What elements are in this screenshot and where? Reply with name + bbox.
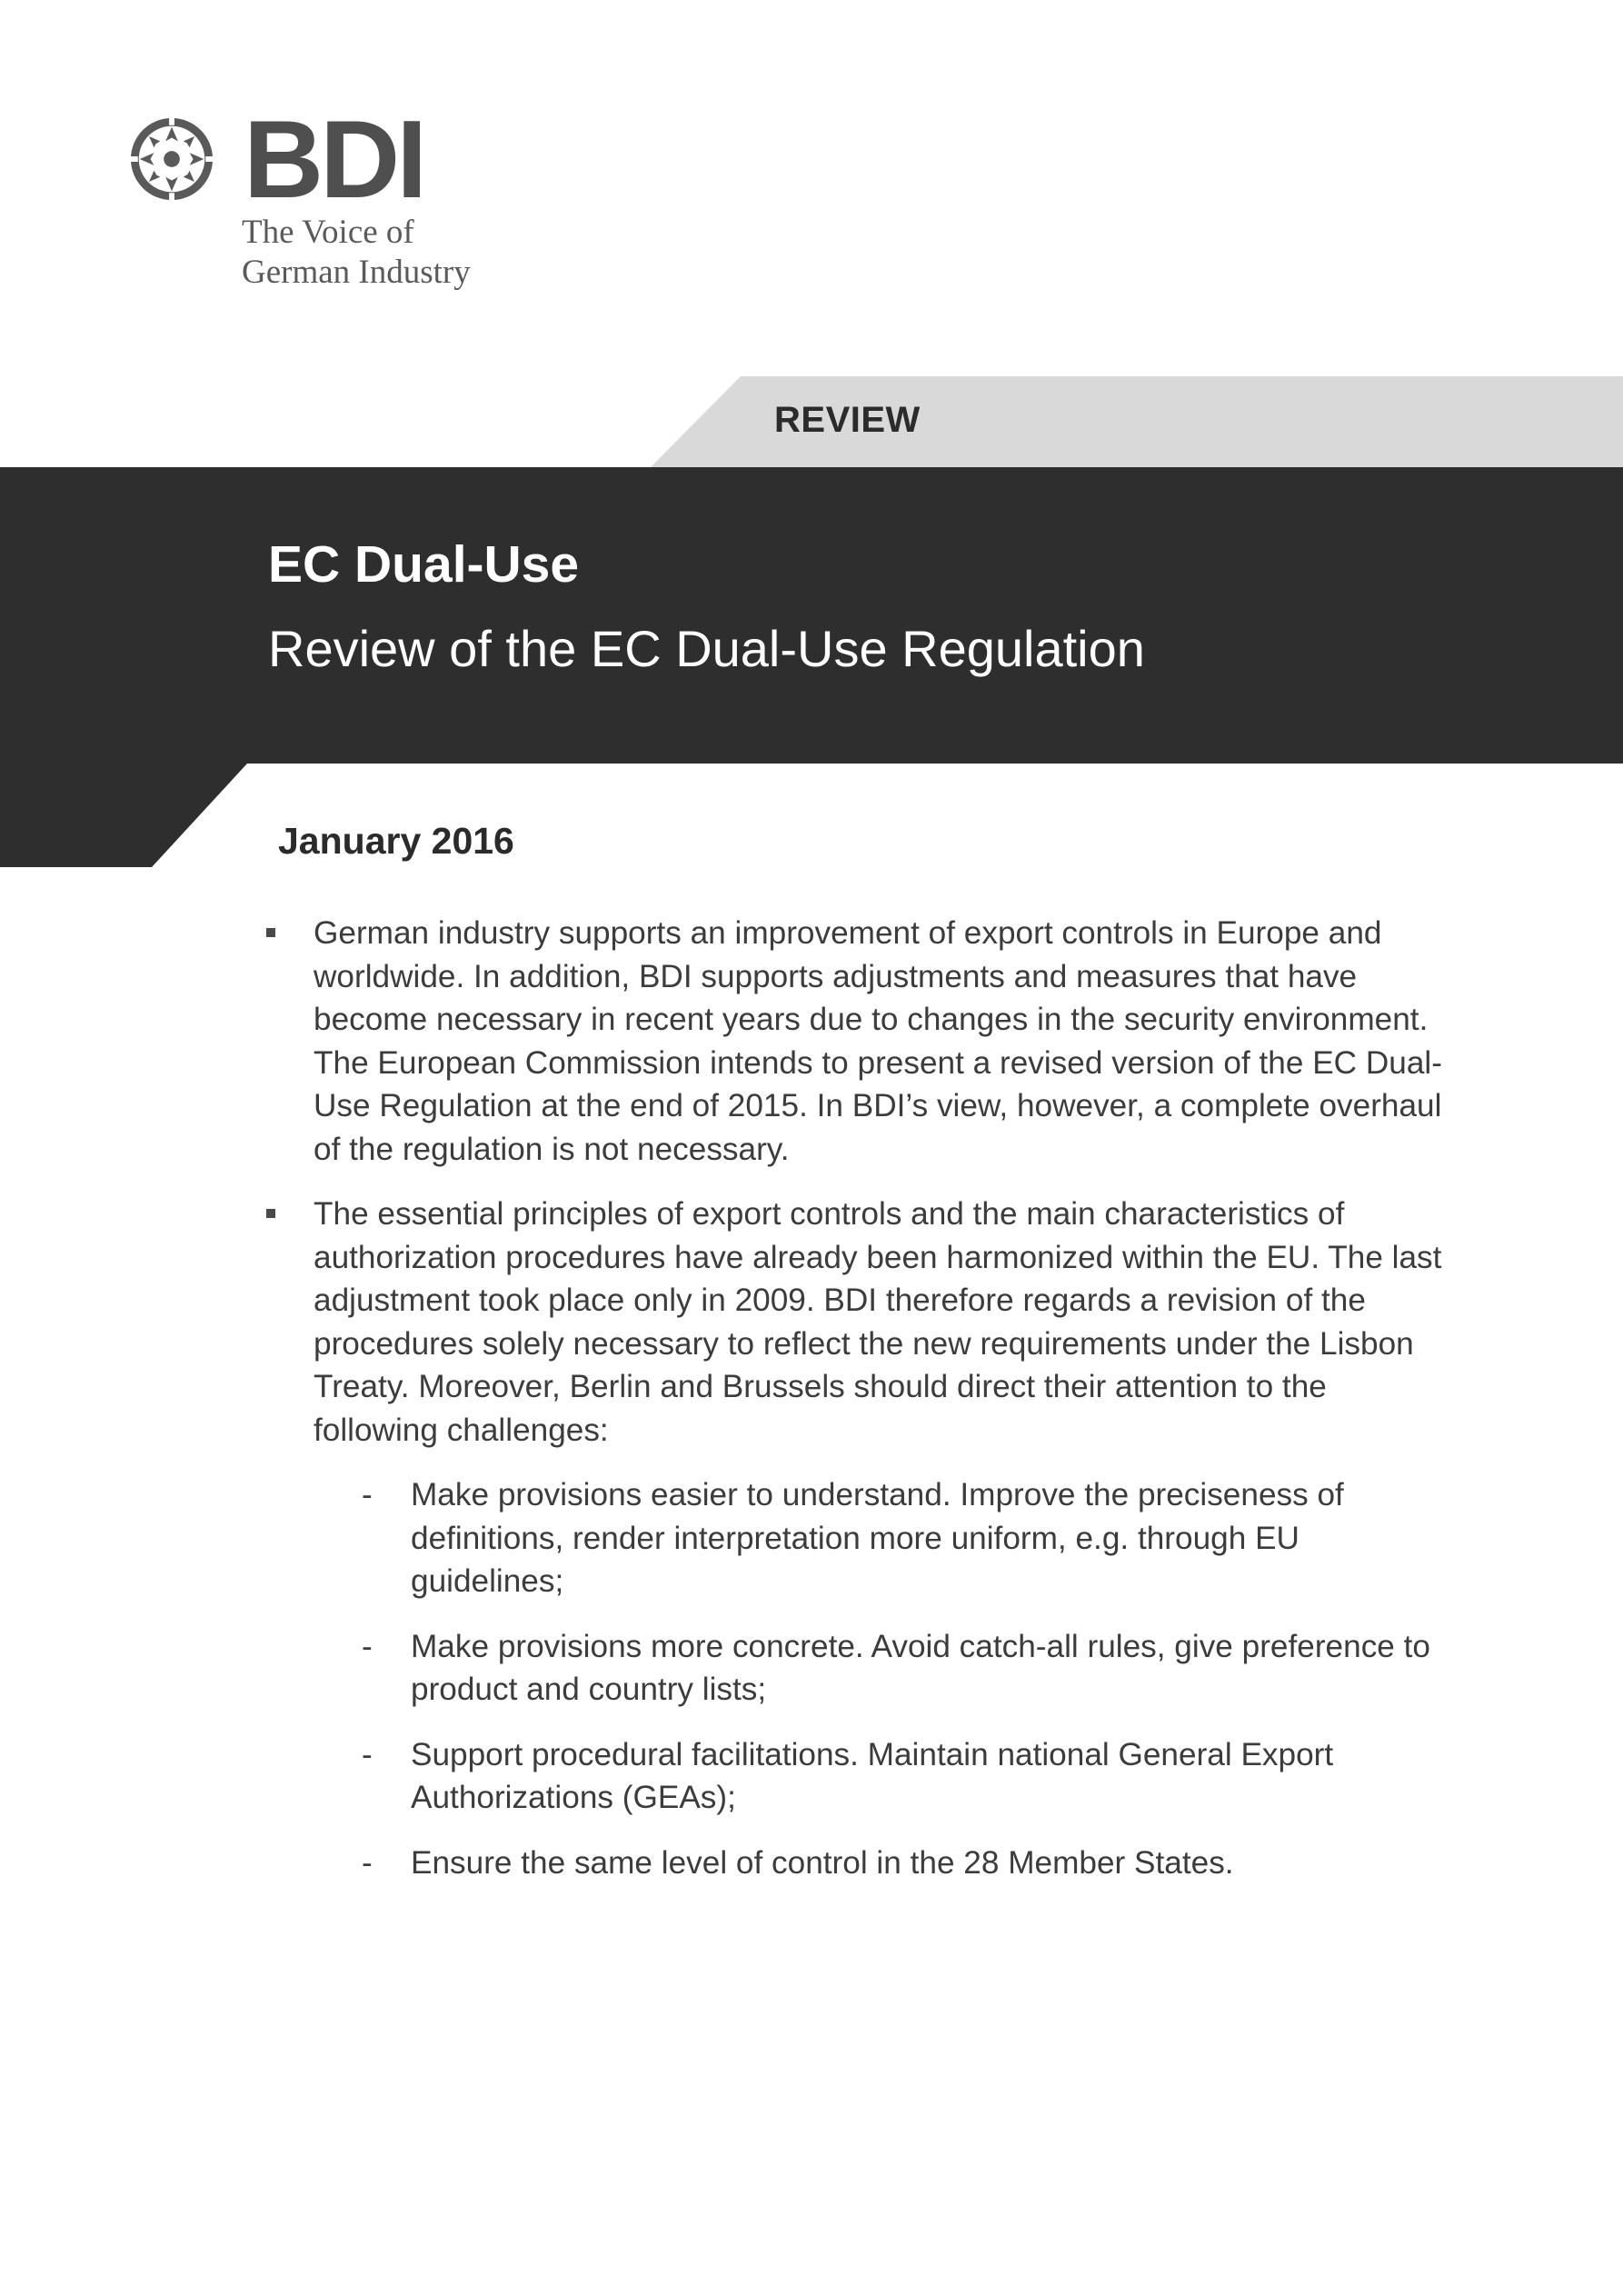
dash-marker: - <box>362 1477 373 1512</box>
dash-marker: - <box>362 1844 373 1881</box>
logo-tagline <box>242 213 471 293</box>
bullet-item <box>314 1193 1449 1884</box>
square-bullet-icon <box>266 1209 275 1218</box>
document-subtitle: Review of the EC Dual-Use Regulation <box>268 620 1145 677</box>
bullet-item <box>314 912 1449 1171</box>
logo-wordmark: BDI <box>244 97 424 221</box>
logo-tagline-line-1: The Voice of <box>242 214 414 251</box>
dash-marker: - <box>362 1736 373 1772</box>
challenge-item <box>362 1473 1449 1603</box>
document-title: EC Dual-Use <box>268 535 580 594</box>
challenge-text: Support procedural facilitations. Maintain national General Export Authorizations (GEAs); <box>411 1736 1334 1815</box>
square-bullet-icon <box>266 928 275 937</box>
challenge-item <box>362 1733 1449 1820</box>
bullet-text: The essential principles of export controls and the main characteristics of authorization procedures have already been harmonized within the EU. The last adjustment took place only in 2009. BDI therefore regards a revision of the procedures solely necessary to reflect the new requirements under the Lisbon Treaty. Moreover, Berlin and Brussels should direct their attention to the following challenges: <box>314 1196 1442 1448</box>
challenge-item <box>362 1842 1449 1885</box>
dash-marker: - <box>362 1628 373 1664</box>
logo-tagline-line-2: German Industry <box>242 254 471 291</box>
challenge-text: Make provisions more concrete. Avoid catch-all rules, give preference to product and country lists; <box>411 1628 1430 1707</box>
bdi-emblem-icon <box>127 115 216 204</box>
review-label: REVIEW <box>774 400 921 440</box>
bdi-logo <box>127 97 527 293</box>
bullet-text: German industry supports an improvement of export controls in Europe and worldwide. In addition, BDI supports adjustments and measures that have become necessary in recent years due to changes in the security environment. The European Commission intends to present a revised version of the EC Dual-Use Regulation at the end of 2015. In BDI’s view, however, a complete overhaul of the regulation is not necessary. <box>314 915 1442 1167</box>
challenge-text: Ensure the same level of control in the 28 Member States. <box>411 1844 1234 1881</box>
challenge-text: Make provisions easier to understand. Improve the preciseness of definitions, render interpretation more uniform, e.g. through EU guidelines; <box>411 1477 1344 1599</box>
challenge-item <box>362 1625 1449 1712</box>
document-date: January 2016 <box>278 820 514 862</box>
main-content <box>0 912 1623 1906</box>
challenge-list <box>314 1473 1449 1884</box>
